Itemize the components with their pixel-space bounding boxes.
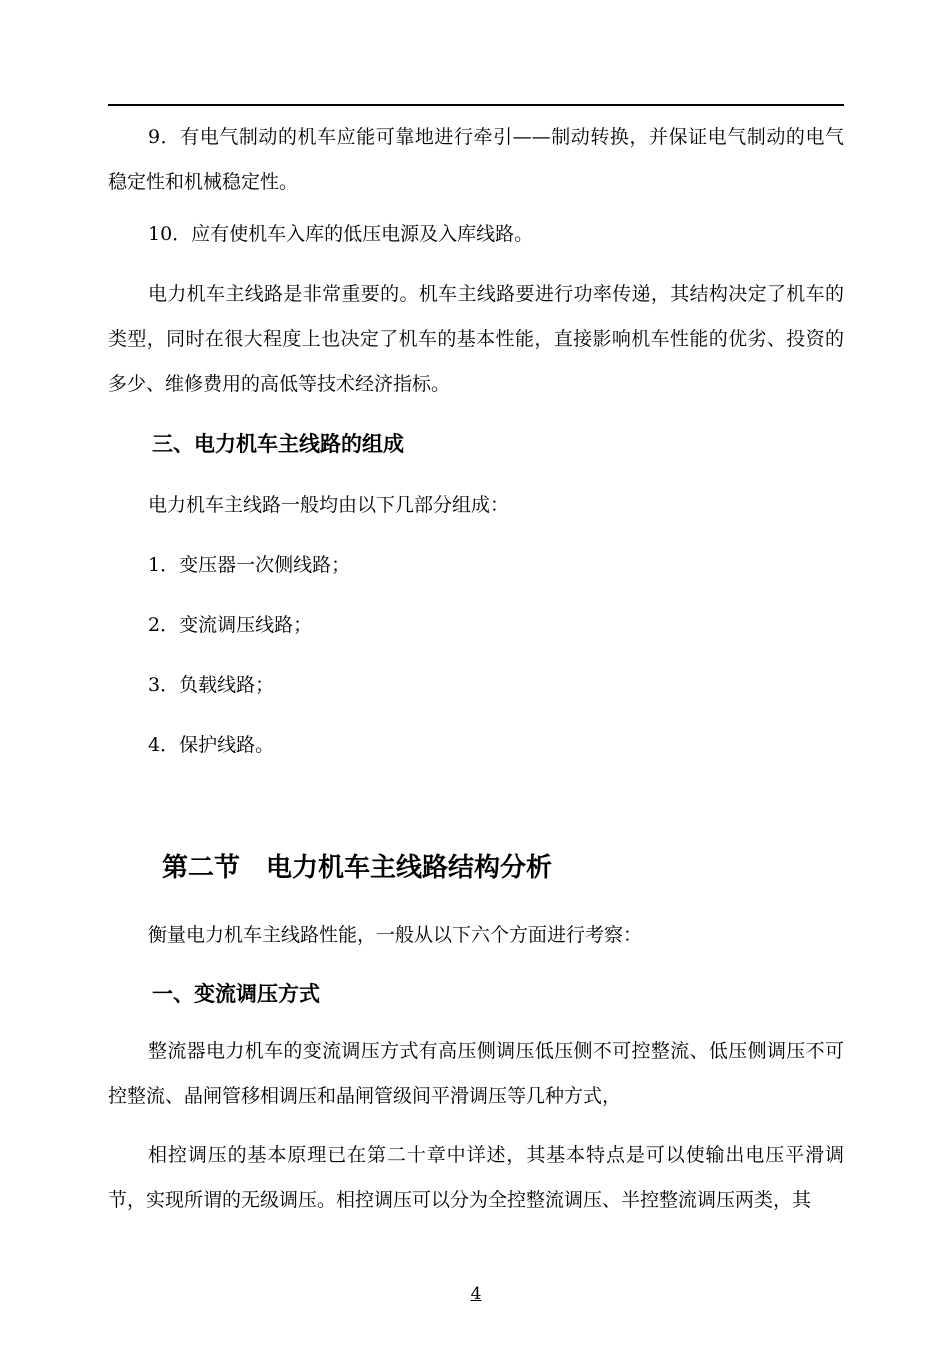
section-title: 第二节 电力机车主线路结构分析	[162, 853, 553, 883]
page-number: 4	[470, 1284, 482, 1304]
heading-composition: 三、电力机车主线路的组成	[152, 432, 404, 456]
paragraph-phase-control: 相控调压的基本原理已在第二十章中详述，其基本特点是可以使输出电压平滑调节，实现所谓的无级调压。相控调压可以分为全控整流调压、半控整流调压两类，其	[108, 1144, 844, 1211]
list-item: 3．负载线路；	[148, 674, 275, 696]
paragraph-item-10: 10．应有使机车入库的低压电源及入库线路。	[148, 223, 534, 245]
paragraph-measure: 衡量电力机车主线路性能，一般从以下六个方面进行考察：	[148, 924, 643, 946]
paragraph-item-9: 9．有电气制动的机车应能可靠地进行牵引——制动转换，并保证电气制动的电气稳定性和机械稳定性。	[108, 126, 844, 193]
list-item: 2．变流调压线路；	[148, 614, 313, 636]
list-item: 1．变压器一次侧线路；	[148, 554, 351, 576]
header-rule	[108, 104, 844, 106]
paragraph-composition-intro: 电力机车主线路一般均由以下几部分组成：	[148, 494, 510, 516]
paragraph-rectifier: 整流器电力机车的变流调压方式有高压侧调压低压侧不可控整流、低压侧调压不可控整流、晶闸管移相调压和晶闸管级间平滑调压等几种方式，	[108, 1040, 844, 1107]
heading-regulation-method: 一、变流调压方式	[152, 982, 320, 1006]
paragraph-main-circuit: 电力机车主线路是非常重要的。机车主线路要进行功率传递，其结构决定了机车的类型，同时在很大程度上也决定了机车的基本性能，直接影响机车性能的优劣、投资的多少、维修费用的高低等技术经济指标。	[108, 283, 844, 395]
list-item: 4．保护线路。	[148, 734, 275, 756]
